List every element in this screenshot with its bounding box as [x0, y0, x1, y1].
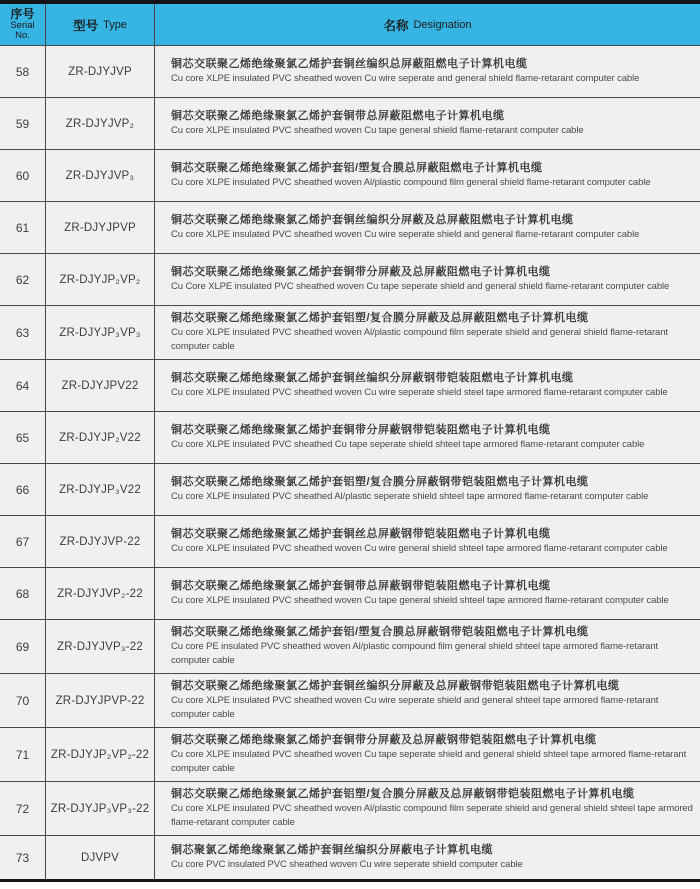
designation-english: Cu core XLPE insulated PVC sheathed woven Al/plastic compound film seperate shield and general shield shteel tape armored flame-retarant computer cable	[171, 803, 693, 828]
serial-cell	[0, 412, 46, 463]
header-serial-en1: Serial	[10, 19, 35, 31]
serial-number: 72	[15, 801, 30, 816]
table-row	[0, 674, 700, 728]
type-cell	[46, 516, 155, 567]
designation-english: Cu core XLPE insulated PVC sheathed woven Cu tape seperate shield and general shield shteel tape armored flame-retarant computer cable	[171, 749, 687, 774]
serial-cell	[0, 568, 46, 619]
serial-number: 66	[15, 482, 30, 497]
serial-number: 62	[15, 272, 30, 287]
table-header-row	[0, 4, 700, 46]
header-serial	[0, 4, 46, 45]
designation-chinese: 铜芯聚氯乙烯绝缘聚氯乙烯护套铜丝编织分屏蔽电子计算机电缆	[171, 844, 493, 856]
serial-number: 73	[15, 850, 30, 865]
type-code: ZR-DJYJVP	[68, 65, 132, 78]
designation-chinese: 铜芯交联聚乙烯绝缘聚氯乙烯护套铜丝总屏蔽钢带铠装阻燃电子计算机电缆	[171, 528, 551, 540]
serial-cell	[0, 306, 46, 359]
type-code: ZR-DJYJVP₃-22	[57, 640, 143, 653]
serial-cell	[0, 202, 46, 253]
designation-chinese: 铜芯交联聚乙烯绝缘聚氯乙烯护套铝塑/复合膜分屏蔽钢带铠装阻燃电子计算机电缆	[171, 476, 589, 488]
serial-cell	[0, 46, 46, 97]
designation-chinese: 铜芯交联聚乙烯绝缘聚氯乙烯护套铝塑/复合膜分屏蔽及总屏蔽钢带铠装阻燃电子计算机电缆	[171, 788, 635, 800]
designation-english: Cu core XLPE insulated PVC sheathed woven Al/plastic compound film general shield flame-retarant computer cable	[171, 177, 651, 188]
designation-english: Cu core PVC insulated PVC sheathed woven Cu wire seperate shield computer cable	[171, 859, 523, 870]
type-cell	[46, 782, 155, 835]
designation-english: Cu core PE insulated PVC sheathed woven Al/plastic compound film general shield shteel tape armored flame-retarant computer cable	[171, 641, 659, 666]
serial-cell	[0, 674, 46, 727]
serial-number: 60	[15, 168, 30, 183]
type-code: ZR-DJYJPV22	[61, 379, 139, 392]
table-body	[0, 46, 700, 879]
table-row	[0, 782, 700, 836]
table-row	[0, 412, 700, 464]
header-type-en: Type	[103, 18, 127, 31]
header-designation	[155, 4, 700, 45]
designation-english: Cu Core XLPE insulated PVC sheathed woven Cu tape seperate shield and general shield flame-retarant computer cable	[171, 281, 670, 292]
designation-cell	[155, 46, 700, 97]
designation-cell	[155, 464, 700, 515]
serial-number: 71	[15, 747, 30, 762]
designation-cell	[155, 568, 700, 619]
designation-chinese: 铜芯交联聚乙烯绝缘聚氯乙烯护套铜带分屏蔽钢带铠装阻燃电子计算机电缆	[171, 424, 551, 436]
header-type-zh: 型号	[73, 18, 99, 33]
designation-cell	[155, 674, 700, 727]
designation-cell	[155, 254, 700, 305]
type-code: ZR-DJYJP₃VP₃	[59, 326, 141, 339]
serial-cell	[0, 360, 46, 411]
type-code: ZR-DJYJVP₃	[65, 169, 135, 182]
designation-chinese: 铜芯交联聚乙烯绝缘聚氯乙烯护套铝/塑复合膜总屏蔽阻燃电子计算机电缆	[171, 162, 543, 174]
designation-cell	[155, 360, 700, 411]
designation-english: Cu core XLPE insulated PVC sheathed woven Cu wire seperate shield and general shteel tape armored flame-retarant computer cable	[171, 695, 659, 720]
type-code: ZR-DJYJPVP-22	[55, 694, 145, 707]
designation-chinese: 铜芯交联聚乙烯绝缘聚氯乙烯护套铜带分屏蔽及总屏蔽钢带铠装阻燃电子计算机电缆	[171, 734, 597, 746]
type-code: ZR-DJYJP₂VP₂	[59, 273, 141, 286]
header-designation-en: Designation	[413, 18, 472, 31]
designation-english: Cu core XLPE insulated PVC sheathed woven Cu wire seperate shield and general flame-retarant computer cable	[171, 229, 640, 240]
type-cell	[46, 620, 155, 673]
serial-cell	[0, 150, 46, 201]
serial-cell	[0, 782, 46, 835]
designation-cell	[155, 836, 700, 879]
serial-cell	[0, 98, 46, 149]
designation-cell	[155, 202, 700, 253]
type-code: ZR-DJYJP₂V22	[59, 431, 141, 444]
type-code: DJVPV	[80, 851, 120, 864]
table-row	[0, 836, 700, 879]
designation-english: Cu core XLPE insulated PVC sheathed woven Cu tape general shield flame-retarant computer cable	[171, 125, 584, 136]
designation-english: Cu core XLPE insulated PVC sheathed woven Cu wire seperate shield steel tape armored flame-retarant computer cable	[171, 387, 668, 398]
type-code: ZR-DJYJP₃VP₃-22	[50, 802, 150, 815]
designation-chinese: 铜芯交联聚乙烯绝缘聚氯乙烯护套铜丝编织分屏蔽钢带铠装阻燃电子计算机电缆	[171, 372, 574, 384]
header-type	[46, 4, 155, 45]
table-row	[0, 360, 700, 412]
type-cell	[46, 412, 155, 463]
designation-cell	[155, 782, 700, 835]
header-serial-zh: 序号	[10, 6, 35, 21]
designation-chinese: 铜芯交联聚乙烯绝缘聚氯乙烯护套铜丝编织总屏蔽阻燃电子计算机电缆	[171, 58, 528, 70]
table-row	[0, 620, 700, 674]
type-code: ZR-DJYJVP-22	[59, 535, 141, 548]
designation-chinese: 铜芯交联聚乙烯绝缘聚氯乙烯护套铜带总屏蔽阻燃电子计算机电缆	[171, 110, 505, 122]
type-cell	[46, 674, 155, 727]
serial-cell	[0, 254, 46, 305]
designation-chinese: 铜芯交联聚乙烯绝缘聚氯乙烯护套铜带总屏蔽钢带铠装阻燃电子计算机电缆	[171, 580, 551, 592]
designation-english: Cu core XLPE insulated PVC sheathed woven Cu wire general shield shteel tape armored flame-retarant computer cable	[171, 543, 668, 554]
serial-number: 58	[15, 64, 30, 79]
type-cell	[46, 464, 155, 515]
header-serial-en2: No.	[15, 30, 30, 41]
designation-chinese: 铜芯交联聚乙烯绝缘聚氯乙烯护套铝/塑复合膜总屏蔽钢带铠装阻燃电子计算机电缆	[171, 626, 589, 638]
serial-number: 68	[15, 586, 30, 601]
serial-number: 67	[15, 534, 30, 549]
designation-english: Cu core XLPE insulated PVC sheathed woven Cu tape general shield shteel tape armored flame-retarant computer cable	[171, 595, 669, 606]
type-cell	[46, 254, 155, 305]
serial-cell	[0, 620, 46, 673]
table-row	[0, 728, 700, 782]
serial-number: 59	[15, 116, 30, 131]
serial-number: 70	[15, 693, 30, 708]
table-row	[0, 150, 700, 202]
serial-cell	[0, 836, 46, 879]
type-cell	[46, 306, 155, 359]
designation-chinese: 铜芯交联聚乙烯绝缘聚氯乙烯护套铝塑/复合膜分屏蔽及总屏蔽阻燃电子计算机电缆	[171, 312, 589, 324]
designation-cell	[155, 98, 700, 149]
table-row	[0, 516, 700, 568]
designation-cell	[155, 150, 700, 201]
serial-number: 63	[15, 325, 30, 340]
type-cell	[46, 568, 155, 619]
designation-english: Cu core XLPE insulated PVC sheathed woven Al/plastic compound film seperate shield and general shield flame-retarant computer cable	[171, 327, 668, 352]
serial-number: 61	[15, 220, 30, 235]
type-code: ZR-DJYJP₃V22	[59, 483, 141, 496]
designation-cell	[155, 620, 700, 673]
designation-chinese: 铜芯交联聚乙烯绝缘聚氯乙烯护套铜带分屏蔽及总屏蔽阻燃电子计算机电缆	[171, 266, 551, 278]
table-row	[0, 568, 700, 620]
type-cell	[46, 728, 155, 781]
designation-cell	[155, 306, 700, 359]
type-cell	[46, 46, 155, 97]
table-row	[0, 306, 700, 360]
type-code: ZR-DJYJVP₂	[65, 117, 135, 130]
header-designation-zh: 名称	[383, 18, 409, 33]
designation-cell	[155, 412, 700, 463]
designation-chinese: 铜芯交联聚乙烯绝缘聚氯乙烯护套铜丝编织分屏蔽及总屏蔽钢带铠装阻燃电子计算机电缆	[171, 680, 620, 692]
designation-cell	[155, 728, 700, 781]
serial-number: 65	[15, 430, 30, 445]
type-cell	[46, 836, 155, 879]
type-code: ZR-DJYJP₂VP₂-22	[50, 748, 150, 761]
serial-cell	[0, 516, 46, 567]
type-cell	[46, 150, 155, 201]
designation-chinese: 铜芯交联聚乙烯绝缘聚氯乙烯护套铜丝编织分屏蔽及总屏蔽阻燃电子计算机电缆	[171, 214, 574, 226]
table-row	[0, 254, 700, 306]
serial-number: 69	[15, 639, 30, 654]
table-row	[0, 98, 700, 150]
table-row	[0, 464, 700, 516]
serial-cell	[0, 728, 46, 781]
type-code: ZR-DJYJVP₂-22	[57, 587, 143, 600]
serial-number: 64	[15, 378, 30, 393]
designation-english: Cu core XLPE insulated PVC sheathed Al/plastic seperate shield shteel tape armored flame-retarant computer cable	[171, 491, 649, 502]
designation-english: Cu core XLPE insulated PVC sheathed Cu tape seperate shield shteel tape armored flame-retarant computer cable	[171, 439, 645, 450]
table-row	[0, 46, 700, 98]
table-row	[0, 202, 700, 254]
type-cell	[46, 202, 155, 253]
type-cell	[46, 360, 155, 411]
serial-cell	[0, 464, 46, 515]
type-code: ZR-DJYJPVP	[64, 221, 136, 234]
type-cell	[46, 98, 155, 149]
designation-cell	[155, 516, 700, 567]
designation-english: Cu core XLPE insulated PVC sheathed woven Cu wire seperate and general shield flame-retarant computer cable	[171, 73, 640, 84]
